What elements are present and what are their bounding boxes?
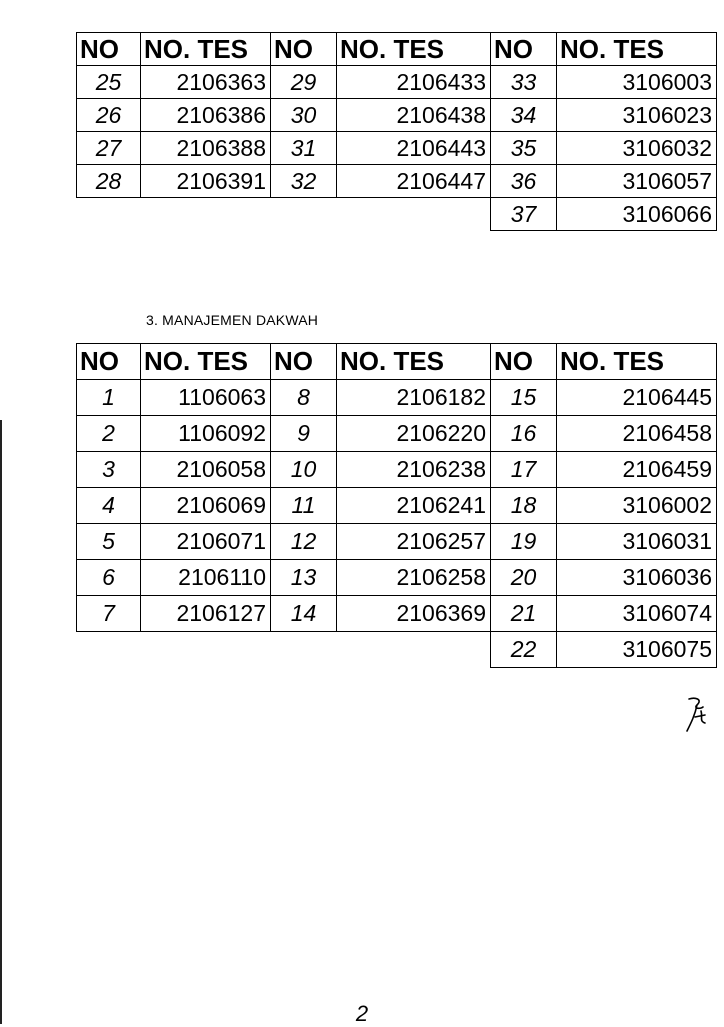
table-row [77,596,717,632]
row-number-cell: 8 [271,380,337,416]
test-number-cell: 2106071 [141,524,271,560]
column-header-no-tes: NO. TES [337,33,491,66]
row-number-cell: 25 [77,66,141,99]
row-number-cell: 10 [271,452,337,488]
test-number-cell: 1106092 [141,416,271,452]
row-number-cell: 22 [491,632,557,668]
row-number-cell: 37 [491,198,557,231]
test-number-cell: 3106023 [557,99,717,132]
column-header-no-tes: NO. TES [141,344,271,380]
participant-table-manajemen-dakwah [76,343,717,668]
table-row [77,524,717,560]
row-number-cell: 35 [491,132,557,165]
test-number-cell: 2106110 [141,560,271,596]
empty-cell [337,632,491,668]
empty-cell [337,198,491,231]
row-number-cell: 16 [491,416,557,452]
test-number-cell: 2106369 [337,596,491,632]
test-number-cell: 2106258 [337,560,491,596]
test-number-cell: 3106031 [557,524,717,560]
row-number-cell: 32 [271,165,337,198]
table-row [77,488,717,524]
test-number-cell: 3106032 [557,132,717,165]
scan-edge-line [0,420,2,1024]
column-header-no: NO [491,344,557,380]
row-number-cell: 36 [491,165,557,198]
test-number-cell: 2106438 [337,99,491,132]
row-number-cell: 9 [271,416,337,452]
row-number-cell: 11 [271,488,337,524]
initial-signature [683,695,711,735]
table-row [77,132,717,165]
test-number-cell: 2106238 [337,452,491,488]
test-number-cell: 2106257 [337,524,491,560]
test-number-cell: 2106058 [141,452,271,488]
row-number-cell: 31 [271,132,337,165]
row-number-cell: 33 [491,66,557,99]
row-number-cell: 13 [271,560,337,596]
test-number-cell: 2106386 [141,99,271,132]
row-number-cell: 27 [77,132,141,165]
test-number-cell: 3106036 [557,560,717,596]
test-number-cell: 3106003 [557,66,717,99]
empty-cell [271,198,337,231]
column-header-no: NO [271,344,337,380]
table-row [77,452,717,488]
row-number-cell: 34 [491,99,557,132]
test-number-cell: 2106363 [141,66,271,99]
page-number: 2 [355,1001,369,1026]
participant-table-continued [76,32,717,231]
row-number-cell: 6 [77,560,141,596]
test-number-cell: 3106057 [557,165,717,198]
test-number-cell: 3106066 [557,198,717,231]
test-number-cell: 2106445 [557,380,717,416]
empty-cell [77,632,141,668]
table-header-row [77,344,717,380]
test-number-cell: 2106182 [337,380,491,416]
table-row [77,198,717,231]
row-number-cell: 19 [491,524,557,560]
column-header-no: NO [271,33,337,66]
empty-cell [141,632,271,668]
column-header-no: NO [491,33,557,66]
empty-cell [141,198,271,231]
test-number-cell: 2106443 [337,132,491,165]
row-number-cell: 14 [271,596,337,632]
table-row [77,165,717,198]
empty-cell [77,198,141,231]
row-number-cell: 29 [271,66,337,99]
test-number-cell: 2106069 [141,488,271,524]
test-number-cell: 2106220 [337,416,491,452]
column-header-no-tes: NO. TES [557,33,717,66]
column-header-no: NO [77,33,141,66]
row-number-cell: 2 [77,416,141,452]
row-number-cell: 18 [491,488,557,524]
column-header-no-tes: NO. TES [557,344,717,380]
test-number-cell: 3106002 [557,488,717,524]
table-row [77,99,717,132]
test-number-cell: 2106458 [557,416,717,452]
test-number-cell: 3106074 [557,596,717,632]
column-header-no-tes: NO. TES [141,33,271,66]
table-row [77,416,717,452]
column-header-no: NO [77,344,141,380]
column-header-no-tes: NO. TES [337,344,491,380]
section-title: 3. MANAJEMEN DAKWAH [146,312,319,328]
table-header-row [77,33,717,66]
row-number-cell: 17 [491,452,557,488]
table-row [77,632,717,668]
test-number-cell: 1106063 [141,380,271,416]
test-number-cell: 2106391 [141,165,271,198]
test-number-cell: 3106075 [557,632,717,668]
row-number-cell: 28 [77,165,141,198]
row-number-cell: 1 [77,380,141,416]
row-number-cell: 15 [491,380,557,416]
row-number-cell: 20 [491,560,557,596]
row-number-cell: 12 [271,524,337,560]
row-number-cell: 5 [77,524,141,560]
row-number-cell: 26 [77,99,141,132]
row-number-cell: 4 [77,488,141,524]
empty-cell [271,632,337,668]
row-number-cell: 21 [491,596,557,632]
test-number-cell: 2106388 [141,132,271,165]
row-number-cell: 7 [77,596,141,632]
test-number-cell: 2106241 [337,488,491,524]
table-row [77,380,717,416]
table-row [77,66,717,99]
row-number-cell: 3 [77,452,141,488]
test-number-cell: 2106459 [557,452,717,488]
row-number-cell: 30 [271,99,337,132]
test-number-cell: 2106447 [337,165,491,198]
test-number-cell: 2106433 [337,66,491,99]
table-row [77,560,717,596]
test-number-cell: 2106127 [141,596,271,632]
